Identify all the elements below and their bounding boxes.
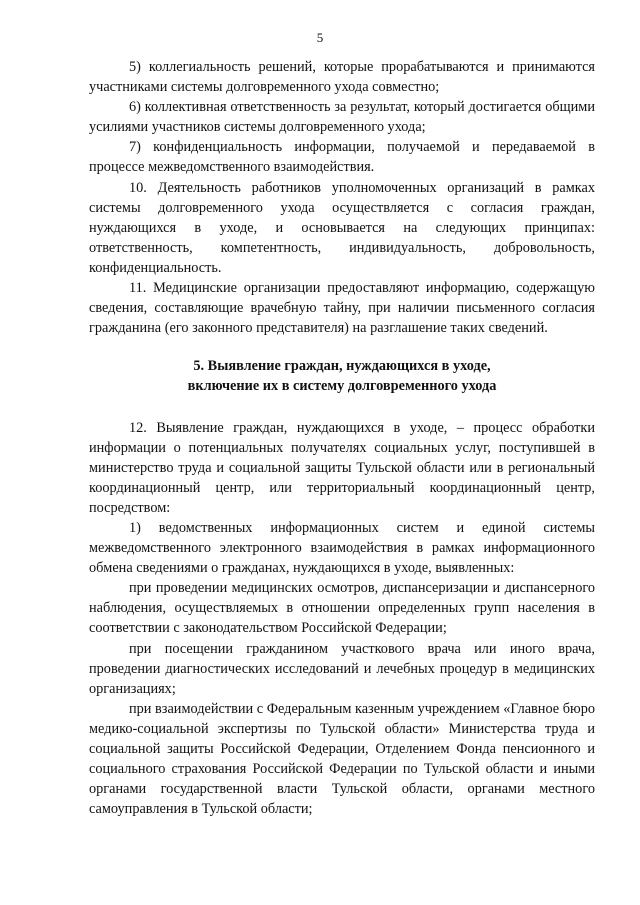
list-item-5-collegiality: 5) коллегиальность решений, которые прорабатываются и принимаются участниками системы долговременного ухода совместно; [89,59,595,96]
subitem-doctor-visits: при посещении гражданином участкового врача или иного врача, проведении диагностических исследований и лечебных процедур в медицинских организациях; [89,640,595,697]
section-heading-line-1: 5. Выявление граждан, нуждающихся в уходе, [193,358,491,375]
clause-10: 10. Деятельность работников уполномоченных организаций в рамках системы долговременного ухода осуществляется с согласия граждан, нуждающихся в уходе, и основывается на следующих принципах: ответственность, компетентность, индивидуальность, добровольность, конфиденциальность. [89,179,595,276]
clause-12-subitem-1: 1) ведомственных информационных систем и единой системы межведомственного электронного взаимодействия в рамках информационного обмена сведениями о гражданах, нуждающихся в уходе, выявленных: [89,519,595,577]
list-item-6-collective-responsibility: 6) коллективная ответственность за результат, который достигается общими усилиями участников системы долговременного ухода; [89,99,595,136]
section-heading-line-2: включение их в систему долговременного ухода [187,378,497,395]
subitem-medical-examinations: при проведении медицинских осмотров, диспансеризации и диспансерного наблюдения, осуществляемых в отношении определенных групп населения в соответствии с законодательством Российской Федерации; [89,580,595,637]
document-body [89,57,595,819]
subitem-agency-interaction: при взаимодействии с Федеральным казенным учреждением «Главное бюро медико-социальной экспертизы по Тульской области» Министерства труда и социальной защиты Российской Федерации, Отделением Фонда пенсионного и социального страхования Российской Федерации по Тульской области и иными органами государственной власти Тульской области, органами местного самоуправления в Тульской области; [89,700,595,818]
clause-12: 12. Выявление граждан, нуждающихся в уходе, – процесс обработки информации о потенциальных получателях социальных услуг, поступившей в министерство труда и социальной защиты Тульской области или в региональный координационный центр, или территориальный координационный центр, посредством: [89,419,595,516]
page-number: 5 [316,30,324,45]
clause-11: 11. Медицинские организации предоставляют информацию, содержащую сведения, составляющие врачебную тайну, при наличии письменного согласия гражданина (его законного представителя) на разглашение таких сведений. [89,280,595,337]
section-heading [89,356,595,396]
list-item-7-confidentiality: 7) конфиденциальность информации, получаемой и передаваемой в процессе межведомственного взаимодействия. [89,139,595,176]
